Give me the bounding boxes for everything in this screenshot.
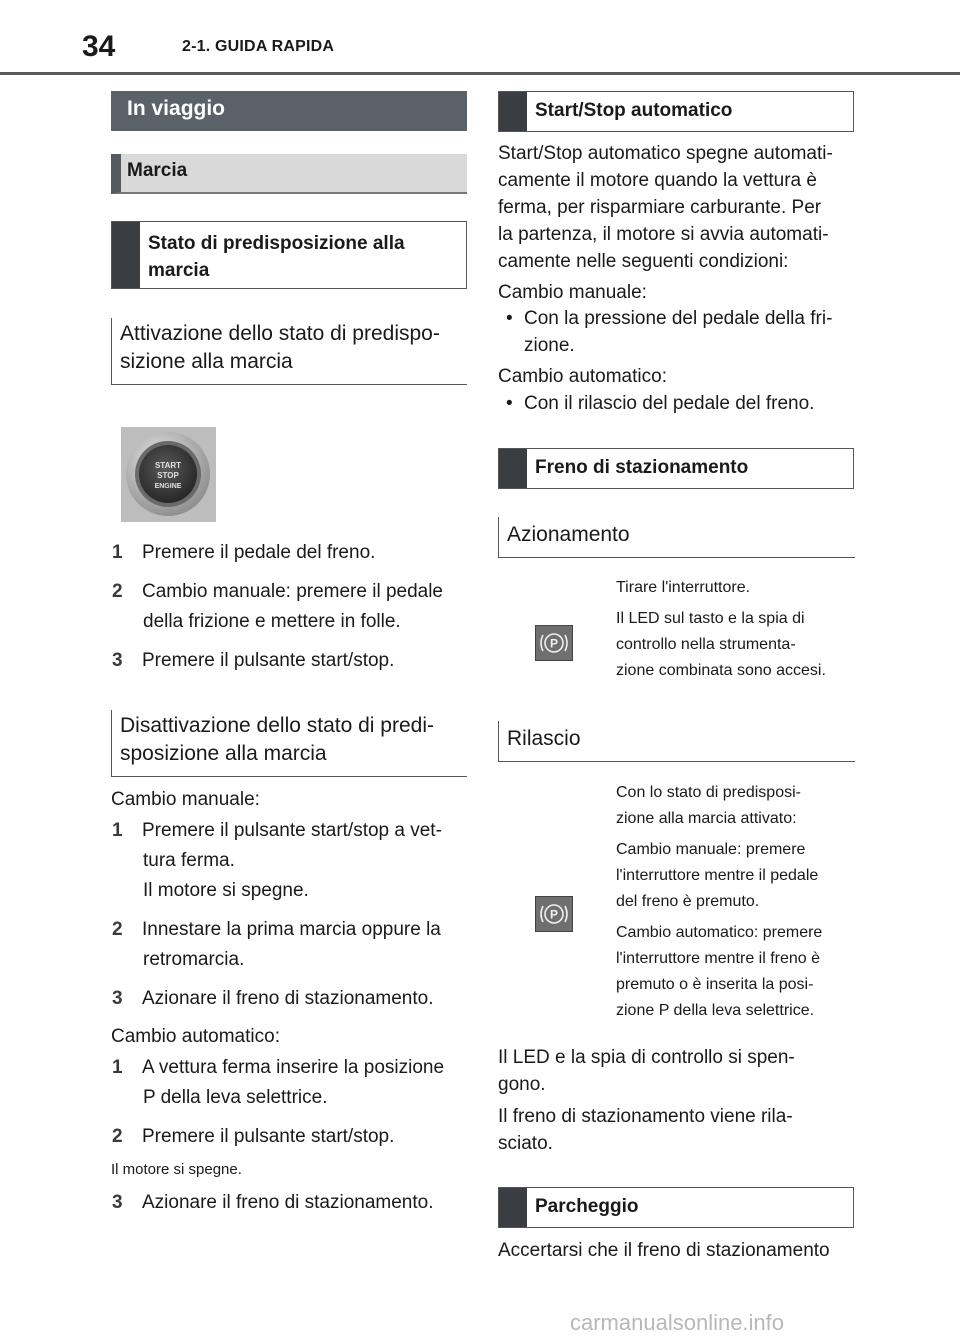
azionamento-text: Tirare l'interruttore. Il LED sul tasto e la spia di controllo nella strumenta- zione combinata sono accesi. [616,579,826,679]
bullet-manual-line2: zione. [524,335,575,356]
subheading-line: Attivazione dello stato di predispo- [120,322,440,345]
step-auto-1-cont: P della leva selettrice. [143,1087,328,1108]
subheading-azionamento: Azionamento [498,517,855,558]
heading-bar [499,92,527,131]
heading-bar [499,449,527,488]
watermark: carmanualsonline.info [570,1310,785,1335]
heading-text: Parcheggio [535,1196,639,1217]
heading-bar [499,1188,527,1227]
parcheggio-text: Accertarsi che il freno di stazionamento [498,1240,830,1261]
heading-marcia: Marcia [111,154,467,194]
note-motore-spegne: Il motore si spegne. [111,1161,242,1178]
parking-brake-icon [535,625,573,661]
subheading-line: Disattivazione dello stato di predi- [120,714,434,737]
svg-text:STOP: STOP [157,471,179,480]
heading-text: Freno di stazionamento [535,457,749,478]
bullet-auto: Con il rilascio del pedale del freno. [524,393,815,414]
step-manual-1: 1 Premere il pulsante start/stop a vet- [112,820,442,841]
svg-text:P: P [549,907,559,922]
subheading-attivazione [111,318,467,385]
svg-text:ENGINE: ENGINE [154,483,182,490]
step-manual-1-cont: tura ferma. [143,850,235,871]
bullet-marker: • [506,393,513,414]
heading-in-viaggio: In viaggio [111,91,467,131]
startstop-description: Start/Stop automatico spegne automati- camente il motore quando la vettura è ferma, per risparmiare carburante. Per la partenza, il motore si avvia automati- camente nelle seguenti condizioni: [498,143,833,272]
led-description: Il LED e la spia di controllo si spen- gono. Il freno di stazionamento viene rila- sciato. [498,1047,795,1154]
step-manual-1-note: Il motore si spegne. [143,880,309,901]
subheading-line: sposizione alla marcia [120,742,327,765]
start-stop-button-icon [121,427,216,522]
heading-text: Start/Stop automatico [535,100,733,121]
step-manual-3: 3 Azionare il freno di stazionamento. [112,988,434,1009]
parking-brake-icon [535,896,573,932]
step-attivazione-2: 2 Cambio manuale: premere il pedale [112,581,443,602]
step-attivazione-3: 3 Premere il pulsante start/stop. [112,650,395,671]
label-cambio-manuale: Cambio manuale: [111,789,260,810]
step-auto-3: 3 Azionare il freno di stazionamento. [112,1192,434,1213]
label-cambio-manuale-right: Cambio manuale: [498,282,647,303]
step-manual-2: 2 Innestare la prima marcia oppure la [112,919,441,940]
step-auto-1: 1 A vettura ferma inserire la posizione [112,1057,445,1078]
page-number: 34 [82,30,116,63]
svg-text:P: P [549,636,559,651]
label-cambio-automatico-right: Cambio automatico: [498,366,667,387]
heading-start-stop [498,91,854,132]
header-rule [0,72,960,75]
step-auto-2: 2 Premere il pulsante start/stop. [112,1126,395,1147]
bullet-marker: • [506,308,513,329]
step-attivazione-1: 1 Premere il pedale del freno. [112,542,376,563]
heading-bar [112,222,140,288]
subheading-line: sizione alla marcia [120,350,293,373]
label-cambio-automatico: Cambio automatico: [111,1026,280,1047]
heading-freno-stazionamento [498,448,854,489]
subheading-rilascio: Rilascio [498,721,855,762]
step-attivazione-2-cont: della frizione e mettere in folle. [143,611,401,632]
step-manual-2-cont: retromarcia. [143,949,245,970]
heading-stato-predisposizione [111,221,467,289]
section-title: 2-1. GUIDA RAPIDA [182,38,335,55]
subheading-disattivazione [111,710,467,777]
heading-text: Stato di predisposizione alla marcia [148,233,405,281]
svg-text:START: START [154,461,182,470]
parking-brake-symbol-icon [536,897,572,931]
bullet-manual-line1: Con la pressione del pedale della fri- [524,308,833,329]
parking-brake-symbol-icon [536,626,572,660]
rilascio-text: Con lo stato di predisposi- zione alla marcia attivato: Cambio manuale: premere l'interruttore mentre il pedale del freno è premuto. Cambio automatico: premere l'interruttore mentre il freno è premuto o è inserita la posi- zione P della leva selettrice. [616,784,823,1019]
start-stop-button-image [121,427,216,522]
heading-parcheggio [498,1187,854,1228]
